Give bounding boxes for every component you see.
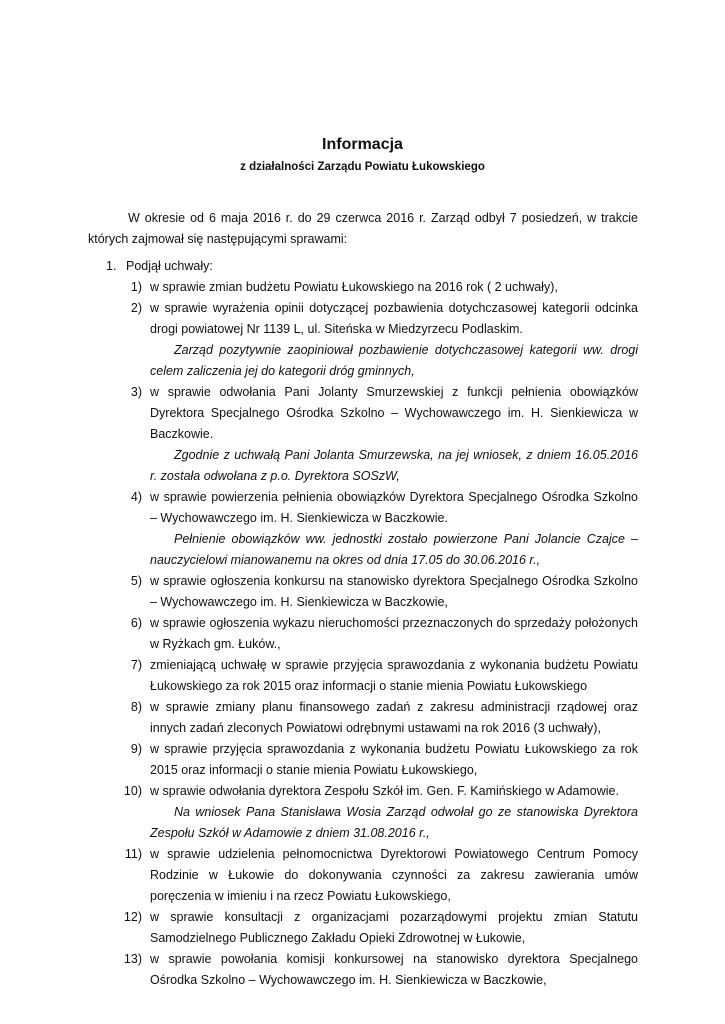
list-item-number: 12) <box>123 910 142 924</box>
list-item-text: w sprawie wyrażenia opinii dotyczącej pozbawienia dotychczasowej kategorii odcinka drogi powiatowej Nr 1139 L, ul. Siteńska w Miedzyrzecu Podlaskim. <box>150 301 638 336</box>
list-item <box>88 949 638 991</box>
list-item-note: Na wniosek Pana Stanisława Wosia Zarząd odwołał go ze stanowiska Dyrektora Zespołu Szkół w Adamowie z dniem 31.08.2016 r., <box>150 805 638 840</box>
list-item-number: 4) <box>130 490 142 504</box>
list-item-note: Zarząd pozytywnie zaopiniował pozbawienie dotychczasowej kategorii ww. drogi celem zaliczenia jej do kategorii dróg gminnych, <box>150 343 638 378</box>
list-item-note: Zgodnie z uchwałą Pani Jolanta Smurzewska, na jej wniosek, z dniem 16.05.2016 r. została odwołana z p.o. Dyrektora SOSzW, <box>150 448 638 483</box>
list-item <box>88 907 638 949</box>
list-item <box>88 298 638 340</box>
list-item <box>88 655 638 697</box>
resolution-list <box>88 277 638 991</box>
list-item <box>88 613 638 655</box>
list-item-text: w sprawie ogłoszenia wykazu nieruchomości przeznaczonych do sprzedaży położonych w Ryżkach gm. Łuków., <box>150 616 638 651</box>
list-item-number: 11) <box>124 847 142 861</box>
section-heading <box>88 256 638 277</box>
list-item-number: 8) <box>130 700 142 714</box>
list-item-number: 13) <box>123 952 142 966</box>
list-item-number: 9) <box>130 742 142 756</box>
list-item <box>88 697 638 739</box>
document-subtitle: z działalności Zarządu Powiatu Łukowskiego <box>240 161 485 173</box>
list-item <box>88 571 638 613</box>
list-item-number: 2) <box>130 301 142 315</box>
list-item <box>88 844 638 907</box>
list-item-text: w sprawie ogłoszenia konkursu na stanowisko dyrektora Specjalnego Ośrodka Szkolno – Wychowawczego im. H. Sienkiewicza w Baczkowie, <box>150 574 638 609</box>
list-item-text: w sprawie powierzenia pełnienia obowiązków Dyrektora Specjalnego Ośrodka Szkolno – Wychowawczego im. H. Sienkiewicza w Baczkowie. <box>150 490 638 525</box>
list-item-text: w sprawie konsultacji z organizacjami pozarządowymi projektu zmian Statutu Samodzielnego Publicznego Zakładu Opieki Zdrowotnej w Łukowie, <box>150 910 638 945</box>
list-item-text: w sprawie odwołania dyrektora Zespołu Szkół im. Gen. F. Kamińskiego w Adamowie. <box>150 784 619 798</box>
list-item-text: w sprawie zmian budżetu Powiatu Łukowskiego na 2016 rok ( 2 uchwały), <box>150 280 558 294</box>
list-item-note: Pełnienie obowiązków ww. jednostki zostało powierzone Pani Jolancie Czajce – nauczycielowi mianowanemu na okres od dnia 17.05 do 30.06.2016 r., <box>150 532 638 567</box>
list-item-text: w sprawie powołania komisji konkursowej na stanowisko dyrektora Specjalnego Ośrodka Szkolno – Wychowawczego im. H. Sienkiewicza w Baczkowie, <box>150 952 638 987</box>
list-item-number: 7) <box>130 658 142 672</box>
intro-paragraph: W okresie od 6 maja 2016 r. do 29 czerwca 2016 r. Zarząd odbył 7 posiedzeń, w trakcie których zajmował się następującymi sprawami: <box>88 211 638 246</box>
section-heading-text: Podjął uchwały: <box>126 259 213 273</box>
list-item-number: 1) <box>130 280 142 294</box>
list-item-text: w sprawie udzielenia pełnomocnictwa Dyrektorowi Powiatowego Centrum Pomocy Rodzinie w Łukowie do dokonywania czynności za zakresu zawierania umów poręczenia w imieniu i na rzecz Powiatu Łukowskiego, <box>150 847 638 903</box>
list-item-text: zmieniającą uchwałę w sprawie przyjęcia sprawozdania z wykonania budżetu Powiatu Łukowskiego za rok 2015 oraz informacji o stanie mienia Powiatu Łukowskiego <box>150 658 638 693</box>
list-item-text: w sprawie przyjęcia sprawozdania z wykonania budżetu Powiatu Łukowskiego za rok 2015 oraz informacji o stanie mienia Powiatu Łukowskiego, <box>150 742 638 777</box>
list-item <box>88 382 638 445</box>
list-item-number: 5) <box>130 574 142 588</box>
list-item <box>88 487 638 529</box>
list-item <box>88 781 638 802</box>
list-item <box>88 739 638 781</box>
section-resolutions <box>88 256 638 991</box>
list-item-number: 3) <box>130 385 142 399</box>
list-item-text: w sprawie odwołania Pani Jolanty Smurzewskiej z funkcji pełnienia obowiązków Dyrektora Specjalnego Ośrodka Szkolno – Wychowawczego im. H. Sienkiewicza w Baczkowie. <box>150 385 638 441</box>
list-item-number: 10) <box>123 784 142 798</box>
section-number: 1. <box>106 259 117 273</box>
list-item-text: w sprawie zmiany planu finansowego zadań z zakresu administracji rządowej oraz innych zadań zleconych Powiatowi odrębnymi ustawami na rok 2016 (3 uchwały), <box>150 700 638 735</box>
list-item <box>88 277 638 298</box>
document-title: Informacja <box>322 136 403 153</box>
list-item-number: 6) <box>130 616 142 630</box>
